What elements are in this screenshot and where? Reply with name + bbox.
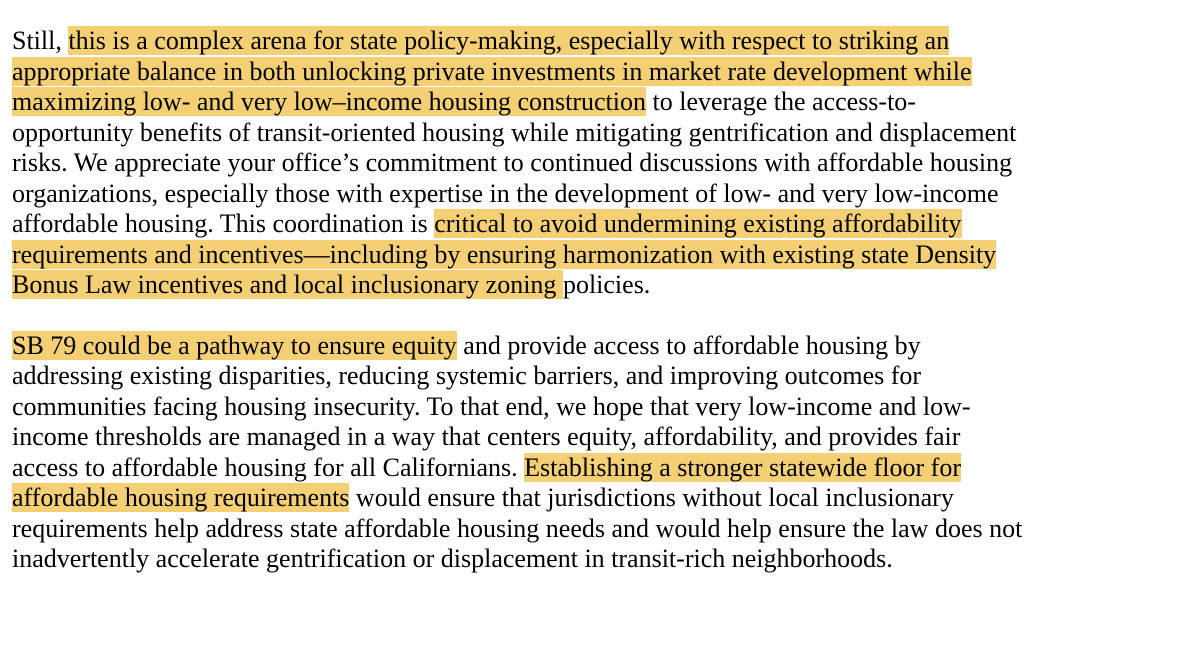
text-line (12, 422, 1197, 453)
body-text: income thresholds are managed in a way that centers equity, affordability, and provides fair (12, 422, 961, 451)
body-text: Still, (12, 26, 69, 55)
paragraph (12, 26, 1197, 301)
text-line (12, 87, 1197, 118)
text-line (12, 270, 1197, 301)
text-line (12, 453, 1197, 484)
text-line (12, 483, 1197, 514)
body-text: addressing existing disparities, reducing systemic barriers, and improving outcomes for (12, 361, 922, 390)
body-text: to leverage the access-to- (646, 87, 916, 116)
text-line (12, 544, 1197, 575)
document-page (12, 26, 1197, 575)
paragraph (12, 331, 1197, 575)
body-text: opportunity benefits of transit-oriented housing while mitigating gentrification and displacement (12, 117, 1017, 147)
text-line (12, 179, 1197, 210)
text-line (12, 392, 1197, 423)
paragraph-gap (12, 301, 1197, 331)
document-body (12, 26, 1197, 575)
highlighted-text: Establishing a stronger statewide floor for (524, 452, 961, 482)
body-text: requirements help address state affordable housing needs and would help ensure the law does not (12, 513, 1023, 543)
highlighted-text: maximizing low- and very low–income housing construction (12, 87, 646, 116)
highlighted-text: affordable housing requirements (12, 483, 350, 512)
text-line (12, 209, 1197, 240)
body-text: would ensure that jurisdictions without local inclusionary (349, 483, 954, 512)
text-line (12, 361, 1197, 392)
body-text: policies. (562, 270, 651, 299)
body-text: inadvertently accelerate gentrification or displacement in transit-rich neighborhoods. (12, 544, 893, 573)
text-line (12, 331, 1197, 362)
text-line (12, 240, 1197, 271)
body-text: communities facing housing insecurity. To that end, we hope that very low-income and low- (12, 391, 971, 421)
highlighted-text: critical to avoid undermining existing affordability (434, 209, 962, 238)
highlighted-text: Bonus Law incentives and local inclusionary zoning (12, 270, 563, 299)
body-text: affordable housing. This coordination is (12, 209, 435, 238)
text-line (12, 514, 1197, 545)
body-text: organizations, especially those with expertise in the development of low- and very low-income (12, 178, 999, 208)
highlighted-text: SB 79 could be a pathway to ensure equity (12, 330, 457, 360)
body-text: risks. We appreciate your office’s commitment to continued discussions with affordable housing (12, 148, 1013, 177)
body-text: and provide access to affordable housing by (456, 330, 921, 360)
highlighted-text: requirements and incentives—including by ensuring harmonization with existing state Density (12, 239, 997, 269)
highlighted-text: appropriate balance in both unlocking private investments in market rate development while (12, 56, 972, 86)
body-text: access to affordable housing for all Californians. (12, 452, 525, 482)
text-line (12, 148, 1197, 179)
text-line (12, 57, 1197, 88)
text-line (12, 118, 1197, 149)
text-line (12, 26, 1197, 57)
highlighted-text: this is a complex arena for state policy-making, especially with respect to striking an (68, 26, 950, 55)
